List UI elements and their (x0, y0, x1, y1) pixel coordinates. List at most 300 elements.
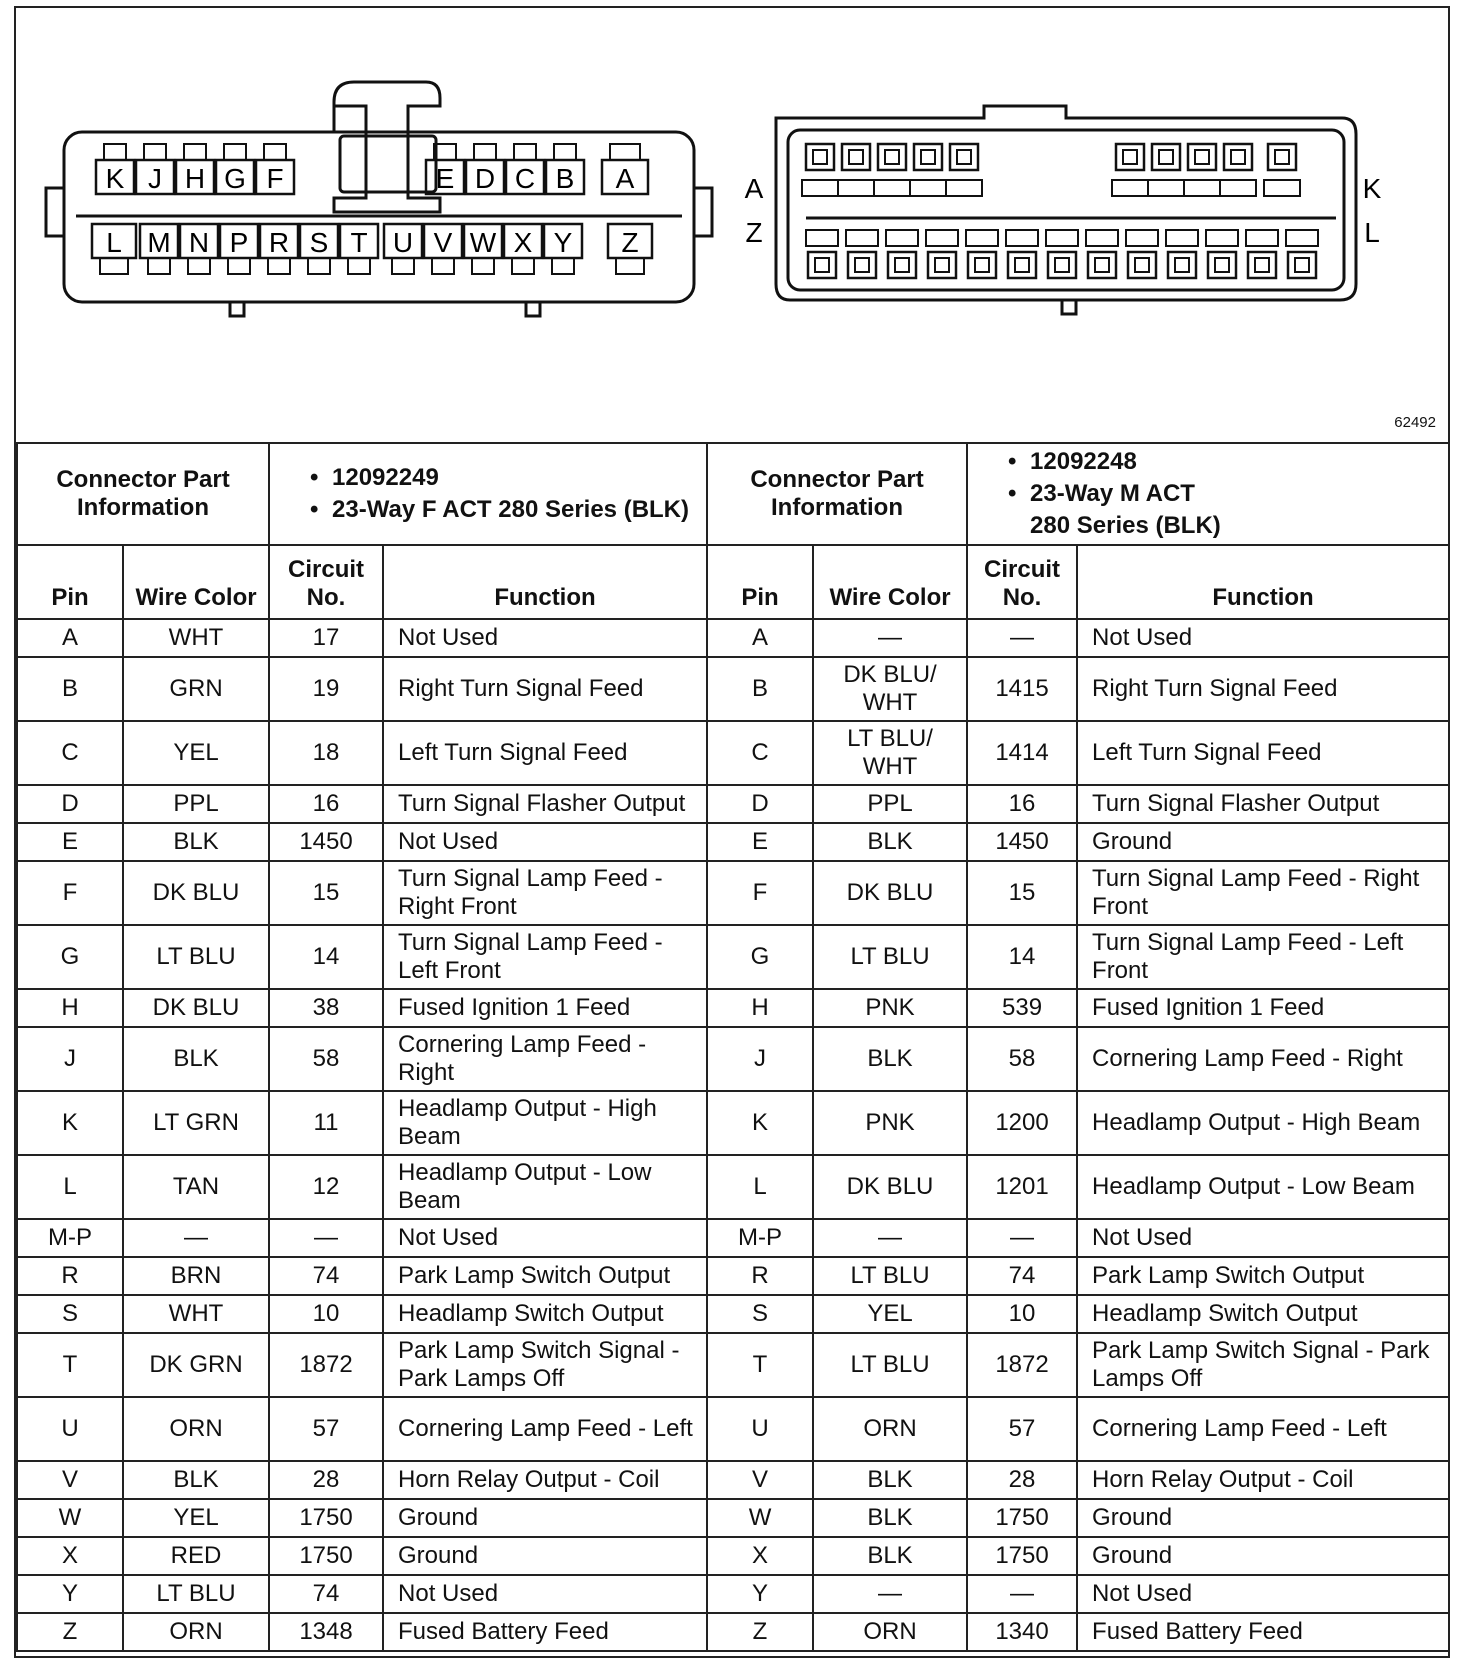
cell-l-pin: E (17, 823, 123, 861)
left-pin-label: H (184, 163, 206, 194)
right-top-cavity (874, 144, 910, 196)
cell-r-pin: V (707, 1461, 813, 1499)
cell-l-circuit: 17 (269, 619, 383, 657)
left-pin-label: D (474, 163, 496, 194)
cell-l-func: Headlamp Switch Output (383, 1295, 707, 1333)
left-pin-w (464, 224, 502, 274)
cell-r-pin: A (707, 619, 813, 657)
cell-r-circuit: 15 (967, 861, 1077, 925)
left-pin-n (180, 224, 218, 274)
cell-r-color: — (813, 619, 967, 657)
left-pin-g (216, 144, 254, 194)
cell-r-color: BLK (813, 1027, 967, 1091)
table-row (17, 1027, 1449, 1091)
cell-l-color: RED (123, 1537, 269, 1575)
left-part-number: • 12092249 (310, 462, 700, 494)
cell-r-color: BLK (813, 1499, 967, 1537)
cell-r-func: Fused Ignition 1 Feed (1077, 989, 1449, 1027)
header-wire-color: Wire Color (813, 545, 967, 619)
cell-l-color: BLK (123, 823, 269, 861)
table-row (17, 1091, 1449, 1155)
cell-l-func: Fused Battery Feed (383, 1613, 707, 1651)
cell-l-color: ORN (123, 1397, 269, 1461)
cell-l-func: Headlamp Output - High Beam (383, 1091, 707, 1155)
cell-r-color: BLK (813, 1461, 967, 1499)
left-pin-label: K (105, 163, 125, 194)
right-connector (776, 106, 1356, 314)
connector-info-row (17, 443, 1449, 545)
cell-r-color: LT BLU (813, 925, 967, 989)
cell-r-circuit: — (967, 1219, 1077, 1257)
left-pin-j (136, 144, 174, 194)
cell-l-circuit: 57 (269, 1397, 383, 1461)
cell-r-pin: D (707, 785, 813, 823)
table-row (17, 1219, 1449, 1257)
right-bottom-cavity (1166, 230, 1198, 278)
left-pin-label: X (513, 227, 533, 258)
cell-l-pin: B (17, 657, 123, 721)
left-pin-m (140, 224, 178, 274)
left-pin-h (176, 144, 214, 194)
cell-l-color: BRN (123, 1257, 269, 1295)
cell-l-color: LT BLU (123, 925, 269, 989)
right-description (1008, 478, 1442, 542)
right-info-label-line1: Connector Part (750, 466, 924, 493)
cell-l-func: Horn Relay Output - Coil (383, 1461, 707, 1499)
cell-l-pin: W (17, 1499, 123, 1537)
right-description-line1: 23-Way M ACT (1030, 480, 1195, 507)
cell-l-color: DK GRN (123, 1333, 269, 1397)
header-function: Function (1077, 545, 1449, 619)
cell-r-pin: B (707, 657, 813, 721)
cell-l-func: Headlamp Output - Low Beam (383, 1155, 707, 1219)
cell-r-pin: S (707, 1295, 813, 1333)
left-pin-x (504, 224, 542, 274)
left-pin-k (96, 144, 134, 194)
right-top-cavity (1112, 144, 1148, 196)
right-info-values (967, 443, 1449, 545)
right-top-cavity (946, 144, 982, 196)
cell-r-circuit: 539 (967, 989, 1077, 1027)
left-pin-f (256, 144, 294, 194)
table-row (17, 1257, 1449, 1295)
right-connector-label-l: L (1364, 217, 1380, 248)
cell-l-func: Ground (383, 1499, 707, 1537)
cell-r-pin: Z (707, 1613, 813, 1651)
cell-r-pin: M-P (707, 1219, 813, 1257)
cell-r-pin: H (707, 989, 813, 1027)
cell-r-color: DK BLU (813, 1155, 967, 1219)
left-pin-label: Y (553, 227, 573, 258)
cell-r-pin: R (707, 1257, 813, 1295)
left-info-values (269, 443, 707, 545)
left-pin-d (466, 144, 504, 194)
table-row (17, 861, 1449, 925)
right-bottom-cavity (1286, 230, 1318, 278)
left-pin-label: W (469, 227, 497, 258)
document-frame (14, 6, 1450, 1658)
cell-l-color: YEL (123, 1499, 269, 1537)
left-connector-row2-pins (92, 224, 652, 274)
left-pin-label: P (229, 227, 249, 258)
table-row (17, 1575, 1449, 1613)
left-pin-label: E (435, 163, 455, 194)
cell-r-pin: W (707, 1499, 813, 1537)
left-pin-label: U (392, 227, 414, 258)
cell-l-circuit: 74 (269, 1575, 383, 1613)
left-pin-e (426, 144, 464, 194)
left-pin-label: M (147, 227, 171, 258)
cell-r-color: DK BLU/ WHT (813, 657, 967, 721)
connector-drawing (16, 8, 1448, 408)
left-pin-c (506, 144, 544, 194)
cell-r-circuit: 1450 (967, 823, 1077, 861)
cell-l-pin: G (17, 925, 123, 989)
left-pin-label: F (266, 163, 284, 194)
right-bottom-cavity (846, 230, 878, 278)
cell-l-pin: L (17, 1155, 123, 1219)
cell-r-func: Turn Signal Lamp Feed - Left Front (1077, 925, 1449, 989)
cell-l-pin: U (17, 1397, 123, 1461)
cell-l-func: Ground (383, 1537, 707, 1575)
cell-l-pin: X (17, 1537, 123, 1575)
cell-l-func: Cornering Lamp Feed - Right (383, 1027, 707, 1091)
cell-r-pin: C (707, 721, 813, 785)
right-top-cavity (838, 144, 874, 196)
header-pin: Pin (707, 545, 813, 619)
right-top-cavity (1184, 144, 1220, 196)
cell-l-pin: C (17, 721, 123, 785)
cell-r-func: Cornering Lamp Feed - Left (1077, 1397, 1449, 1461)
cell-r-circuit: 1340 (967, 1613, 1077, 1651)
cell-r-color: ORN (813, 1397, 967, 1461)
cell-l-func: Right Turn Signal Feed (383, 657, 707, 721)
table-row (17, 1333, 1449, 1397)
cell-r-circuit: 10 (967, 1295, 1077, 1333)
cell-l-color: BLK (123, 1027, 269, 1091)
left-pin-u (384, 224, 422, 274)
cell-l-func: Cornering Lamp Feed - Left (383, 1397, 707, 1461)
table-row (17, 1499, 1449, 1537)
left-pin-label: T (350, 227, 368, 258)
table-row (17, 1613, 1449, 1651)
cell-l-func: Not Used (383, 619, 707, 657)
cell-l-circuit: 14 (269, 925, 383, 989)
table-row (17, 1295, 1449, 1333)
table-row (17, 657, 1449, 721)
left-pin-label: R (268, 227, 290, 258)
cell-l-circuit: 11 (269, 1091, 383, 1155)
cell-r-pin: E (707, 823, 813, 861)
left-pin-l (92, 224, 136, 274)
cell-l-pin: R (17, 1257, 123, 1295)
cell-r-pin: X (707, 1537, 813, 1575)
cell-l-pin: Z (17, 1613, 123, 1651)
left-pin-label: N (188, 227, 210, 258)
cell-r-func: Park Lamp Switch Output (1077, 1257, 1449, 1295)
cell-l-pin: J (17, 1027, 123, 1091)
right-connector-bottom-pins (806, 230, 1318, 278)
cell-r-color: LT BLU/ WHT (813, 721, 967, 785)
right-connector-top-pins (802, 144, 1300, 196)
header-circuit (967, 545, 1077, 619)
right-bottom-cavity (1126, 230, 1158, 278)
cell-l-circuit: 1348 (269, 1613, 383, 1651)
right-bottom-cavity (1006, 230, 1038, 278)
header-wire-color: Wire Color (123, 545, 269, 619)
cell-r-circuit: 1872 (967, 1333, 1077, 1397)
cell-r-circuit: 28 (967, 1461, 1077, 1499)
cell-r-circuit: 1750 (967, 1537, 1077, 1575)
cell-l-color: TAN (123, 1155, 269, 1219)
right-top-cavity (1148, 144, 1184, 196)
cell-r-circuit: 58 (967, 1027, 1077, 1091)
header-circuit-line1: Circuit (984, 556, 1061, 583)
cell-r-color: — (813, 1219, 967, 1257)
cell-l-circuit: 16 (269, 785, 383, 823)
cell-r-func: Turn Signal Lamp Feed - Right Front (1077, 861, 1449, 925)
cell-l-color: LT GRN (123, 1091, 269, 1155)
left-pin-a (602, 144, 648, 194)
right-top-cavity (1220, 144, 1256, 196)
right-part-number: • 12092248 (1008, 446, 1442, 478)
cell-l-circuit: 1872 (269, 1333, 383, 1397)
right-bottom-cavity (886, 230, 918, 278)
cell-r-func: Headlamp Switch Output (1077, 1295, 1449, 1333)
cell-l-func: Park Lamp Switch Signal - Park Lamps Off (383, 1333, 707, 1397)
cell-r-circuit: 16 (967, 785, 1077, 823)
left-pin-s (300, 224, 338, 274)
cell-r-func: Not Used (1077, 619, 1449, 657)
cell-r-circuit: 14 (967, 925, 1077, 989)
table-row (17, 1155, 1449, 1219)
cell-l-color: GRN (123, 657, 269, 721)
cell-l-pin: S (17, 1295, 123, 1333)
right-bottom-cavity (1246, 230, 1278, 278)
cell-l-func: Not Used (383, 823, 707, 861)
table-row (17, 925, 1449, 989)
left-pin-label: L (106, 227, 122, 258)
figure-id: 62492 (1394, 414, 1436, 431)
cell-r-func: Ground (1077, 1537, 1449, 1575)
left-pin-z (608, 224, 652, 274)
header-circuit-line2: No. (1002, 584, 1042, 611)
cell-l-circuit: 74 (269, 1257, 383, 1295)
cell-l-circuit: 19 (269, 657, 383, 721)
cell-l-func: Turn Signal Lamp Feed - Left Front (383, 925, 707, 989)
cell-r-pin: F (707, 861, 813, 925)
cell-l-color: DK BLU (123, 989, 269, 1027)
cell-r-color: PNK (813, 1091, 967, 1155)
cell-r-func: Headlamp Output - Low Beam (1077, 1155, 1449, 1219)
cell-l-circuit: 18 (269, 721, 383, 785)
cell-r-func: Ground (1077, 823, 1449, 861)
cell-l-circuit: — (269, 1219, 383, 1257)
cell-r-func: Turn Signal Flasher Output (1077, 785, 1449, 823)
cell-l-circuit: 12 (269, 1155, 383, 1219)
cell-l-color: PPL (123, 785, 269, 823)
cell-r-func: Horn Relay Output - Coil (1077, 1461, 1449, 1499)
cell-r-func: Park Lamp Switch Signal - Park Lamps Off (1077, 1333, 1449, 1397)
left-pin-label: S (309, 227, 329, 258)
left-pin-y (544, 224, 582, 274)
left-pin-label: G (224, 163, 246, 194)
right-connector-label-a: A (744, 173, 764, 204)
cell-r-func: Cornering Lamp Feed - Right (1077, 1027, 1449, 1091)
cell-l-color: YEL (123, 721, 269, 785)
table-row (17, 823, 1449, 861)
left-pin-label: J (148, 163, 162, 194)
left-pin-label: C (514, 163, 536, 194)
table-row (17, 1461, 1449, 1499)
cell-r-pin: J (707, 1027, 813, 1091)
right-connector-label-k: K (1362, 173, 1382, 204)
cell-l-func: Fused Ignition 1 Feed (383, 989, 707, 1027)
left-info-label-line2: Information (77, 494, 209, 521)
table-row (17, 785, 1449, 823)
cell-r-color: DK BLU (813, 861, 967, 925)
cell-l-color: DK BLU (123, 861, 269, 925)
right-bottom-cavity (966, 230, 998, 278)
pinout-table (16, 442, 1450, 1652)
cell-l-pin: D (17, 785, 123, 823)
cell-r-pin: T (707, 1333, 813, 1397)
connector-figure (16, 8, 1448, 442)
cell-l-circuit: 28 (269, 1461, 383, 1499)
right-connector-label-z: Z (745, 217, 763, 248)
cell-l-circuit: 1750 (269, 1499, 383, 1537)
header-pin: Pin (17, 545, 123, 619)
table-row (17, 1537, 1449, 1575)
cell-r-circuit: 1415 (967, 657, 1077, 721)
cell-l-color: BLK (123, 1461, 269, 1499)
left-pin-t (340, 224, 378, 274)
left-connector-row1-pins (96, 144, 648, 194)
right-info-label-line2: Information (771, 494, 904, 521)
left-pin-label: B (555, 163, 575, 194)
right-bottom-cavity (1206, 230, 1238, 278)
right-description-line2: 280 Series (BLK) (1030, 512, 1221, 539)
cell-r-color: YEL (813, 1295, 967, 1333)
cell-l-color: LT BLU (123, 1575, 269, 1613)
cell-r-circuit: 1201 (967, 1155, 1077, 1219)
cell-l-circuit: 38 (269, 989, 383, 1027)
left-info-label (17, 443, 269, 545)
cell-l-pin: F (17, 861, 123, 925)
right-info-label (707, 443, 967, 545)
right-top-cavity (802, 144, 838, 196)
header-function: Function (383, 545, 707, 619)
cell-r-func: Ground (1077, 1499, 1449, 1537)
table-row (17, 1397, 1449, 1461)
cell-r-circuit: 74 (967, 1257, 1077, 1295)
left-pin-label: V (433, 227, 453, 258)
cell-r-circuit: 1414 (967, 721, 1077, 785)
cell-l-func: Turn Signal Flasher Output (383, 785, 707, 823)
cell-l-func: Park Lamp Switch Output (383, 1257, 707, 1295)
cell-r-circuit: — (967, 619, 1077, 657)
cell-r-circuit: 57 (967, 1397, 1077, 1461)
cell-l-circuit: 1750 (269, 1537, 383, 1575)
left-pin-label: A (615, 163, 635, 194)
right-bottom-cavity (806, 230, 838, 278)
cell-r-color: ORN (813, 1613, 967, 1651)
cell-r-color: PNK (813, 989, 967, 1027)
cell-r-pin: U (707, 1397, 813, 1461)
cell-r-pin: L (707, 1155, 813, 1219)
cell-r-color: LT BLU (813, 1257, 967, 1295)
left-info-label-line1: Connector Part (56, 466, 230, 493)
cell-l-color: ORN (123, 1613, 269, 1651)
right-top-cavity (910, 144, 946, 196)
left-connector (46, 82, 712, 316)
left-description: • 23-Way F ACT 280 Series (BLK) (310, 494, 700, 526)
right-bottom-cavity (926, 230, 958, 278)
cell-r-pin: G (707, 925, 813, 989)
cell-r-func: Left Turn Signal Feed (1077, 721, 1449, 785)
table-row (17, 619, 1449, 657)
cell-r-func: Headlamp Output - High Beam (1077, 1091, 1449, 1155)
cell-l-func: Turn Signal Lamp Feed - Right Front (383, 861, 707, 925)
cell-r-color: BLK (813, 1537, 967, 1575)
cell-r-func: Not Used (1077, 1575, 1449, 1613)
cell-r-func: Not Used (1077, 1219, 1449, 1257)
column-header-row (17, 545, 1449, 619)
cell-r-color: — (813, 1575, 967, 1613)
header-circuit-line1: Circuit (288, 556, 365, 583)
cell-l-circuit: 58 (269, 1027, 383, 1091)
cell-l-pin: T (17, 1333, 123, 1397)
right-top-cavity (1264, 144, 1300, 196)
cell-l-pin: Y (17, 1575, 123, 1613)
cell-l-pin: A (17, 619, 123, 657)
cell-l-color: — (123, 1219, 269, 1257)
cell-r-color: BLK (813, 823, 967, 861)
left-pin-v (424, 224, 462, 274)
right-bottom-cavity (1086, 230, 1118, 278)
cell-r-pin: Y (707, 1575, 813, 1613)
cell-l-circuit: 1450 (269, 823, 383, 861)
cell-r-circuit: — (967, 1575, 1077, 1613)
cell-r-color: LT BLU (813, 1333, 967, 1397)
cell-l-color: WHT (123, 1295, 269, 1333)
cell-r-func: Fused Battery Feed (1077, 1613, 1449, 1651)
cell-r-circuit: 1200 (967, 1091, 1077, 1155)
cell-r-func: Right Turn Signal Feed (1077, 657, 1449, 721)
cell-l-pin: H (17, 989, 123, 1027)
cell-l-pin: M-P (17, 1219, 123, 1257)
table-row (17, 989, 1449, 1027)
header-circuit-line2: No. (306, 584, 346, 611)
cell-r-pin: K (707, 1091, 813, 1155)
left-pin-p (220, 224, 258, 274)
cell-l-circuit: 15 (269, 861, 383, 925)
header-circuit (269, 545, 383, 619)
left-pin-r (260, 224, 298, 274)
cell-l-pin: K (17, 1091, 123, 1155)
cell-l-func: Left Turn Signal Feed (383, 721, 707, 785)
cell-l-func: Not Used (383, 1219, 707, 1257)
cell-l-color: WHT (123, 619, 269, 657)
cell-l-func: Not Used (383, 1575, 707, 1613)
cell-l-pin: V (17, 1461, 123, 1499)
left-pin-label: Z (621, 227, 639, 258)
right-bottom-cavity (1046, 230, 1078, 278)
cell-r-circuit: 1750 (967, 1499, 1077, 1537)
table-row (17, 721, 1449, 785)
cell-r-color: PPL (813, 785, 967, 823)
left-pin-b (546, 144, 584, 194)
